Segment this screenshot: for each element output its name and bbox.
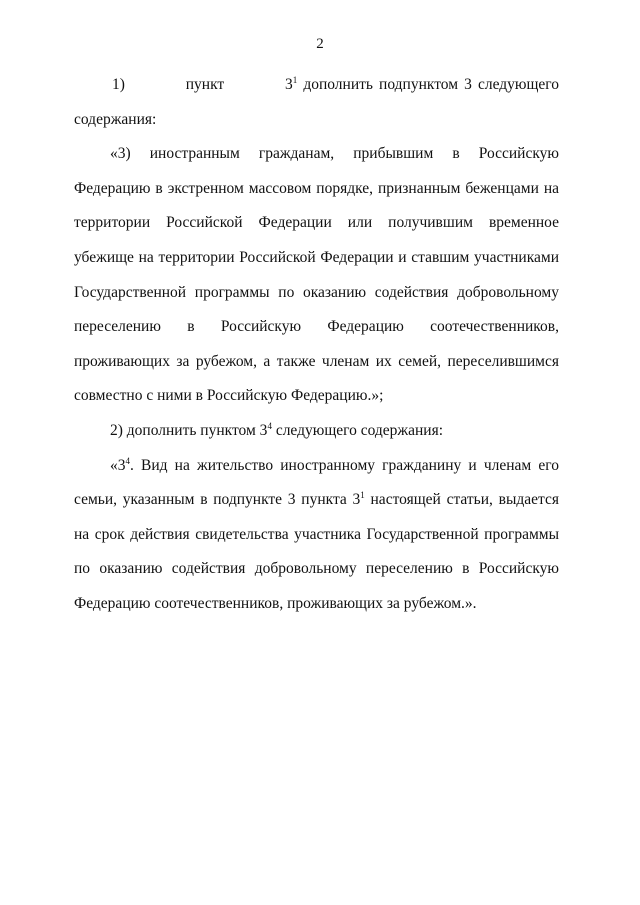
quote-2-open: «3 [110, 456, 126, 474]
quote-2-part-1: . Вид на жительство иностранному гражданину и членам его семьи, указанным в подпункте 3 пункта 3 [74, 456, 559, 509]
item-1-superscript: 1 [292, 75, 298, 85]
quote-2-paragraph [74, 449, 559, 622]
quote-2-superscript-1: 4 [125, 455, 130, 466]
quote-2-superscript-2: 1 [360, 490, 365, 501]
quote-1-paragraph: «3) иностранным гражданам, прибывшим в Российскую Федерацию в экстренном массовом порядке, признанным беженцами на территории Российской Федерации или получившим временное убежище на территории Российской Федерации и ставшим участниками Государственной программы по оказанию содействия добровольному переселению в Российскую Федерацию соотечественников, проживающих за рубежом, а также членам их семей, переселившимся совместно с ними в Российскую Федерацию.»; [74, 145, 559, 405]
item-1-text: дополнить подпунктом 3 следующего содержания: [74, 76, 559, 128]
item-1-paragraph [74, 68, 559, 137]
item-2-text: следующего содержания: [271, 421, 444, 439]
item-2-prefix: 2) дополнить пунктом 3 [110, 421, 268, 439]
item-2-paragraph [74, 414, 559, 449]
quote-2-part-2: настоящей статьи, выдается на срок действия свидетельства участника Государственной программы по оказанию содействия добровольному переселению в Российскую Федерацию соотечественников, проживающих за рубежом.». [74, 491, 559, 612]
document-body [74, 68, 559, 622]
item-2-superscript: 4 [267, 420, 272, 431]
page-number: 2 [316, 36, 324, 52]
item-1-prefix: 1) пункт 3 [112, 76, 293, 93]
